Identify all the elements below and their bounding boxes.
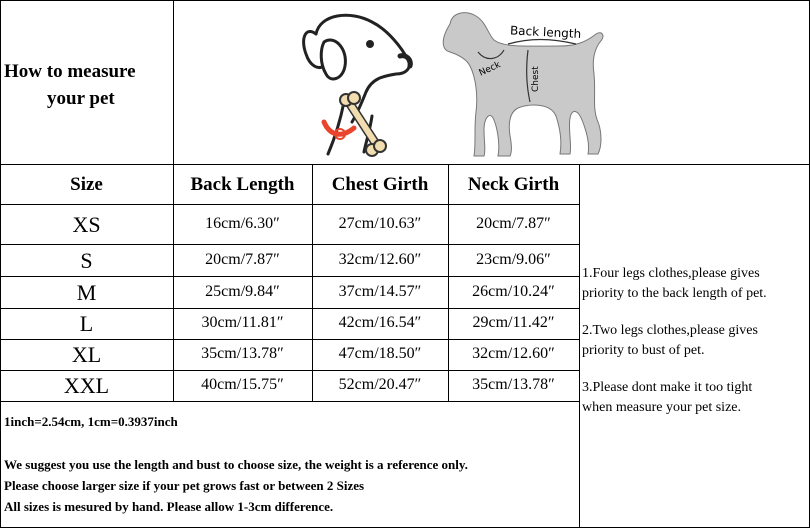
neck-girth-cell: 35cm/13.78″ [472, 376, 555, 393]
conversion-note: 1inch=2.54cm, 1cm=0.3937inch [4, 414, 178, 429]
neck-girth-cell: 32cm/12.60″ [472, 345, 555, 362]
page-title [4, 58, 169, 112]
footer-line-2: Please choose larger size if your pet grows fast or between 2 Sizes [4, 478, 365, 493]
chest-girth-cell: 37cm/14.57″ [338, 283, 422, 300]
back-length-label: Back length [509, 23, 582, 42]
header-size: Size [70, 174, 103, 195]
note-1-line-1: 1.Four legs clothes,please gives [582, 266, 760, 281]
chest-girth-cell: 47cm/18.50″ [338, 345, 422, 362]
footer-line-1: We suggest you use the length and bust to choose size, the weight is a reference only. [4, 457, 468, 472]
size-cell: XL [71, 342, 102, 367]
title-line-2: your pet [47, 88, 115, 109]
footer-notes [4, 454, 578, 517]
neck-girth-cell: 23cm/9.06″ [476, 251, 551, 268]
note-2-line-2: priority to bust of pet. [582, 343, 705, 358]
note-1-line-2: priority to the back length of pet. [582, 286, 767, 301]
neck-girth-cell: 26cm/10.24″ [472, 283, 555, 300]
chest-girth-cell: 27cm/10.63″ [338, 215, 422, 232]
back-length-cell: 35cm/13.78″ [201, 345, 284, 362]
chest-label: Chest [531, 66, 541, 92]
cartoon-dog-icon [304, 15, 411, 154]
back-length-cell: 16cm/6.30″ [205, 215, 280, 232]
size-cell: XS [72, 212, 101, 237]
header-chest-girth: Chest Girth [331, 174, 429, 195]
note-3-line-1: 3.Please dont make it too tight [582, 380, 753, 395]
note-3-line-2: when measure your pet size. [582, 400, 741, 415]
header-neck-girth: Neck Girth [467, 174, 560, 195]
chest-girth-cell: 32cm/12.60″ [338, 251, 422, 268]
size-cell: S [80, 248, 93, 273]
neck-label: Neck [477, 60, 503, 79]
back-length-cell: 30cm/11.81″ [201, 314, 284, 331]
neck-girth-cell: 20cm/7.87″ [476, 215, 551, 232]
notes-panel [582, 264, 808, 418]
header-back-length: Back Length [190, 174, 295, 195]
neck-girth-cell: 29cm/11.42″ [472, 314, 555, 331]
chest-girth-cell: 42cm/16.54″ [338, 314, 422, 331]
footer-line-3: All sizes is mesured by hand. Please allow 1-3cm difference. [4, 499, 334, 514]
chest-girth-cell: 52cm/20.47″ [338, 376, 422, 393]
note-2-line-1: 2.Two legs clothes,please gives [582, 323, 758, 338]
measure-illustration [280, 4, 620, 162]
size-cell: M [76, 280, 97, 305]
size-cell: XXL [63, 373, 110, 398]
size-cell: L [79, 311, 94, 336]
back-length-cell: 40cm/15.75″ [201, 376, 284, 393]
back-length-cell: 20cm/7.87″ [205, 251, 280, 268]
title-line-1: How to measure [4, 61, 136, 82]
back-length-cell: 25cm/9.84″ [205, 283, 280, 300]
